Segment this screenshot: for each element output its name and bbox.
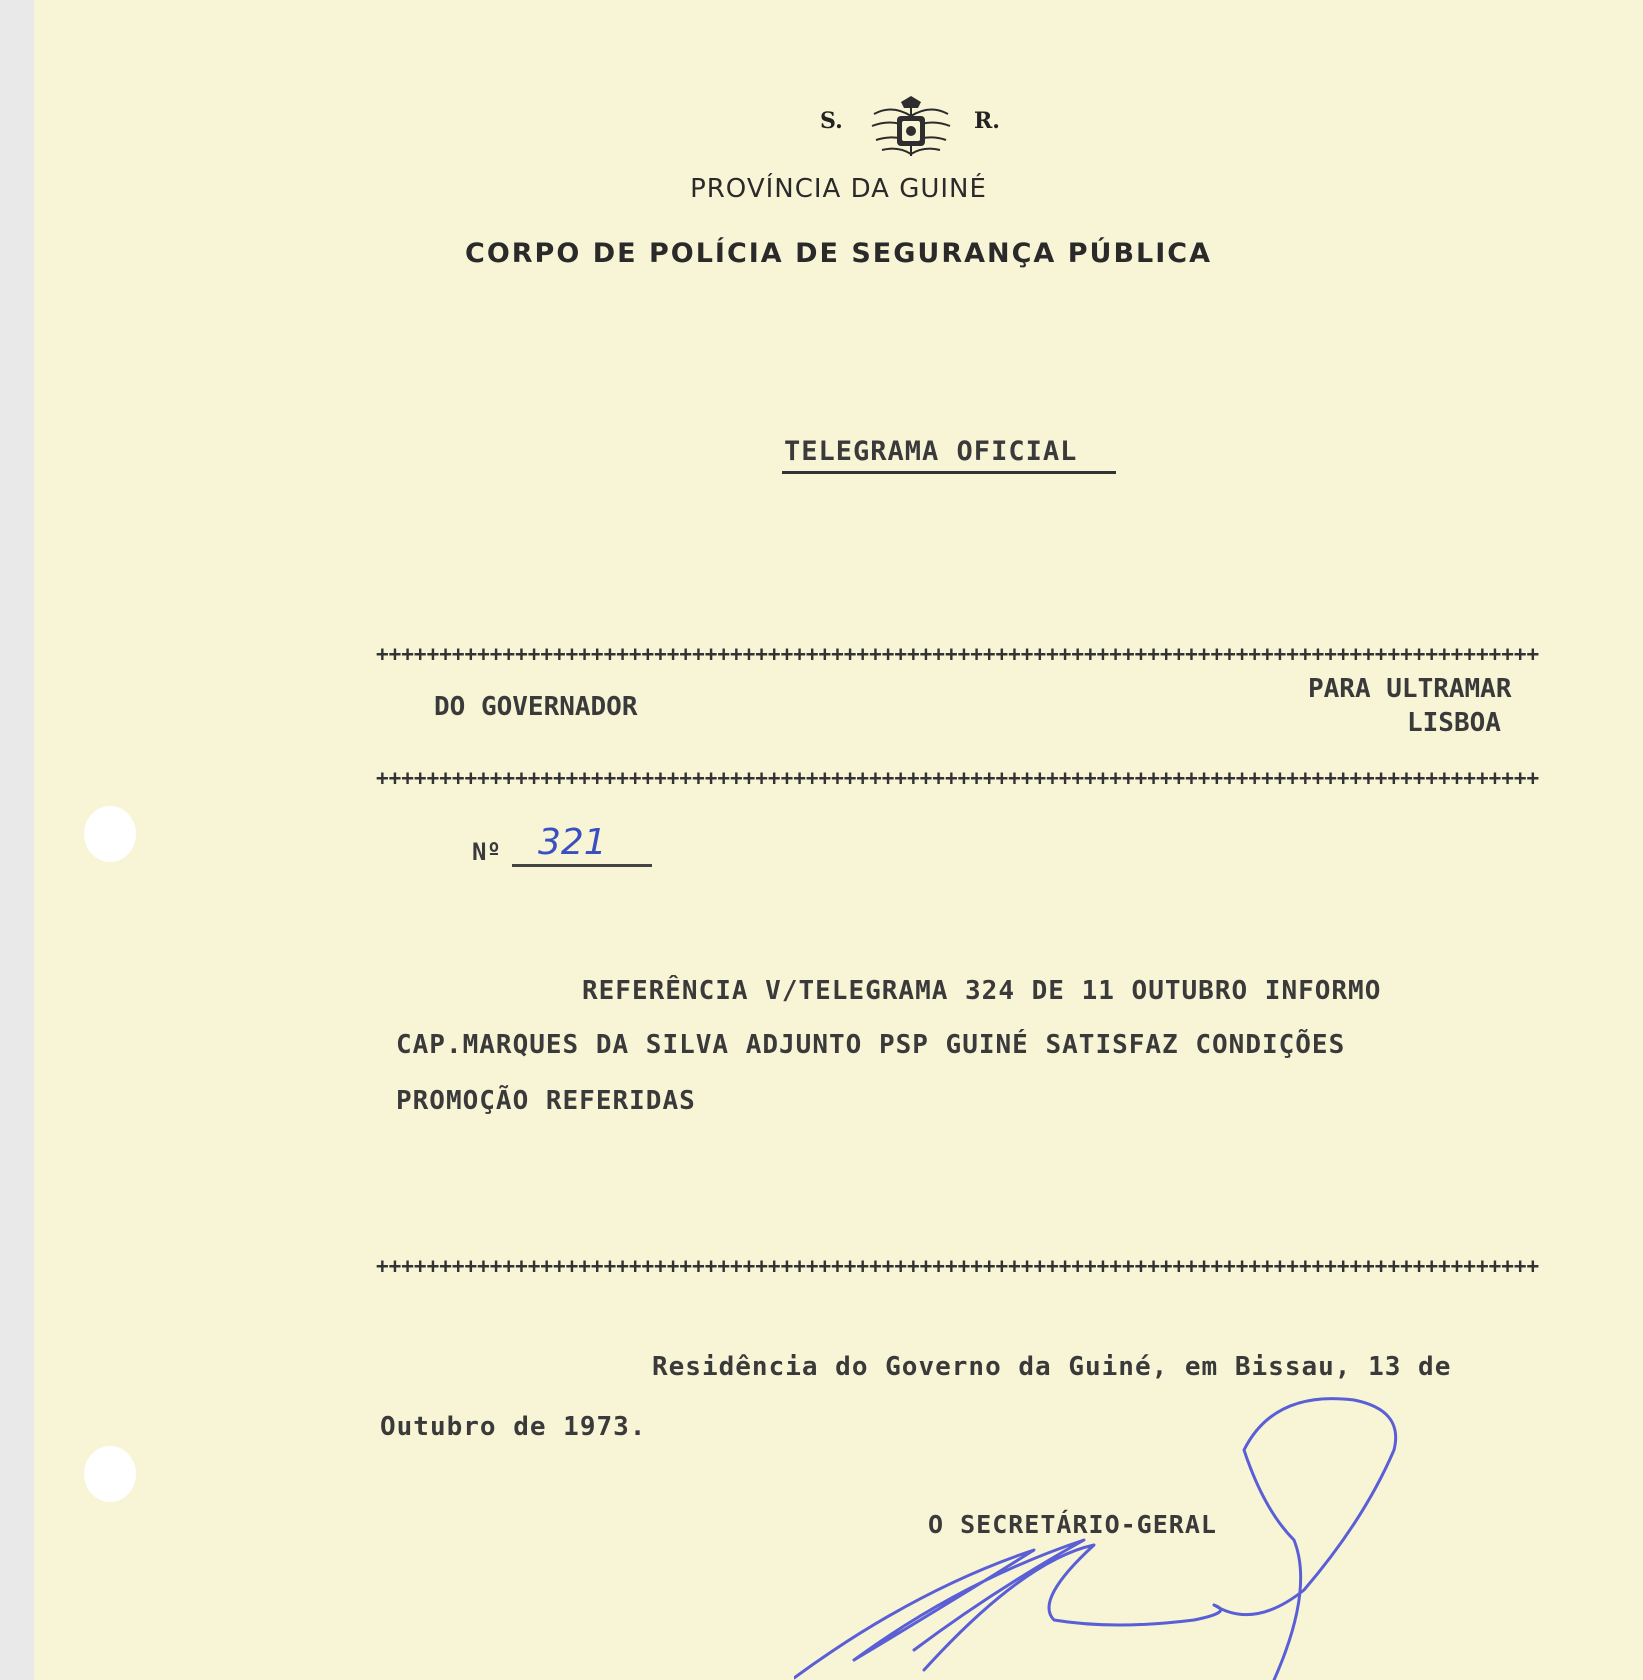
separator-top: ++++++++++++++++++++++++++++++++++++++++++++++++++++++++++++++++++++++++++++++++++++++++++++ bbox=[376, 642, 1540, 666]
number-underline bbox=[512, 864, 652, 867]
number-label: Nº bbox=[472, 838, 501, 866]
punch-hole-bottom bbox=[84, 1446, 136, 1502]
telegram-number: 321 bbox=[538, 822, 607, 863]
separator-middle: ++++++++++++++++++++++++++++++++++++++++++++++++++++++++++++++++++++++++++++++++++++++++++++ bbox=[376, 766, 1540, 790]
letter-r: R. bbox=[974, 108, 1000, 134]
signatory-title: O SECRETÁRIO-GERAL bbox=[928, 1510, 1217, 1539]
message-line-3: PROMOÇÃO REFERIDAS bbox=[396, 1086, 696, 1116]
message-line-1: REFERÊNCIA V/TELEGRAMA 324 DE 11 OUTUBRO INFORMO bbox=[582, 976, 1382, 1006]
document-page bbox=[34, 0, 1643, 1680]
recipient-line-1: PARA ULTRAMAR bbox=[1308, 674, 1512, 704]
sender: DO GOVERNADOR bbox=[434, 692, 638, 722]
corps-heading: CORPO DE POLÍCIA DE SEGURANÇA PÚBLICA bbox=[465, 238, 1212, 269]
closing-line-1: Residência do Governo da Guiné, em Bissau, 13 de bbox=[652, 1352, 1452, 1382]
coat-of-arms-row bbox=[34, 96, 1643, 160]
handwritten-signature bbox=[794, 1390, 1554, 1680]
closing-line-2: Outubro de 1973. bbox=[380, 1412, 647, 1442]
coat-of-arms-icon bbox=[864, 96, 958, 160]
separator-bottom: ++++++++++++++++++++++++++++++++++++++++++++++++++++++++++++++++++++++++++++++++++++++++++++ bbox=[376, 1254, 1540, 1278]
document-title: TELEGRAMA OFICIAL bbox=[784, 436, 1078, 467]
letter-s: S. bbox=[820, 108, 843, 134]
province-heading: PROVÍNCIA DA GUINÉ bbox=[690, 174, 987, 204]
punch-hole-top bbox=[84, 806, 136, 862]
recipient-line-2: LISBOA bbox=[1407, 708, 1501, 738]
title-underline bbox=[782, 471, 1116, 474]
message-line-2: CAP.MARQUES DA SILVA ADJUNTO PSP GUINÉ SATISFAZ CONDIÇÕES bbox=[396, 1030, 1346, 1060]
